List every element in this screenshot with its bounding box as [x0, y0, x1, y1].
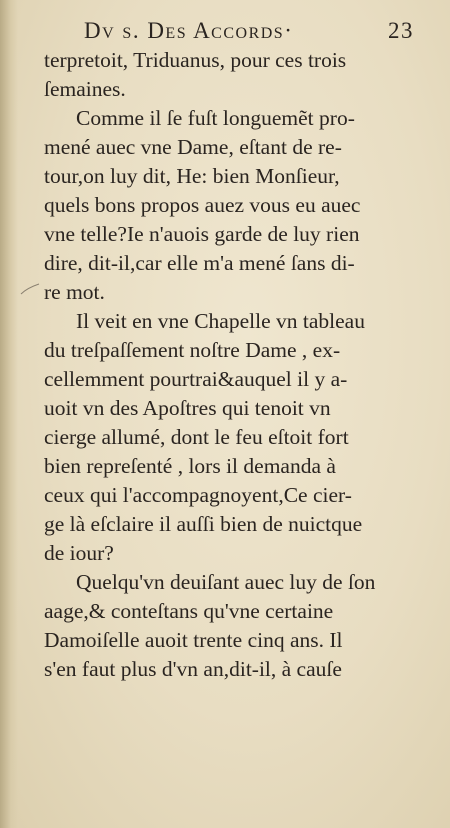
text-line: tour,on luy dit, He: bien Monſieur,: [44, 164, 340, 188]
text-line: Comme il ſe fuſt longuemẽt pro-: [76, 106, 355, 130]
text-line: uoit vn des Apoſtres qui tenoit vn: [44, 396, 331, 420]
running-head: [84, 14, 414, 48]
text-line: de iour?: [44, 541, 114, 565]
text-line: quels bons propos auez vous eu auec: [44, 193, 361, 217]
text-line: ge là eſclaire il auſſi bien de nuictque: [44, 512, 363, 536]
text-line: ſemaines.: [44, 77, 126, 101]
text-line: Damoiſelle auoit trente cinq ans. Il: [44, 628, 343, 652]
text-line: bien repreſenté , lors il demanda à: [44, 454, 336, 478]
body-text: [44, 46, 402, 684]
text-line: aage,& conteſtans qu'vne certaine: [44, 599, 334, 623]
text-line: re mot.: [44, 280, 105, 304]
margin-pencil-mark: [19, 282, 41, 296]
page-gutter-shadow: [0, 0, 18, 828]
text-line: terpretoit, Triduanus, pour ces trois: [44, 48, 347, 72]
text-line: vne telle?Ie n'auois garde de luy rien: [44, 222, 360, 246]
text-line: mené auec vne Dame, eſtant de re-: [44, 135, 342, 159]
text-line: ceux qui l'accompagnoyent,Ce cier-: [44, 483, 352, 507]
text-line: cellemment pourtrai&auquel il y a-: [44, 367, 348, 391]
text-line: Il veit en vne Chapelle vn tableau: [76, 309, 365, 333]
page-number: 23: [388, 18, 414, 43]
text-line: Quelqu'vn deuiſant auec luy de ſon: [76, 570, 376, 594]
text-line: cierge allumé, dont le feu eſtoit fort: [44, 425, 349, 449]
text-line: dire, dit-il,car elle m'a mené ſans di-: [44, 251, 355, 275]
text-line: s'en faut plus d'vn an,dit-il, à cauſe: [44, 657, 342, 681]
running-head-title: Dv s. Des Accords·: [84, 18, 294, 43]
text-line: du treſpaſſement noſtre Dame , ex-: [44, 338, 341, 362]
